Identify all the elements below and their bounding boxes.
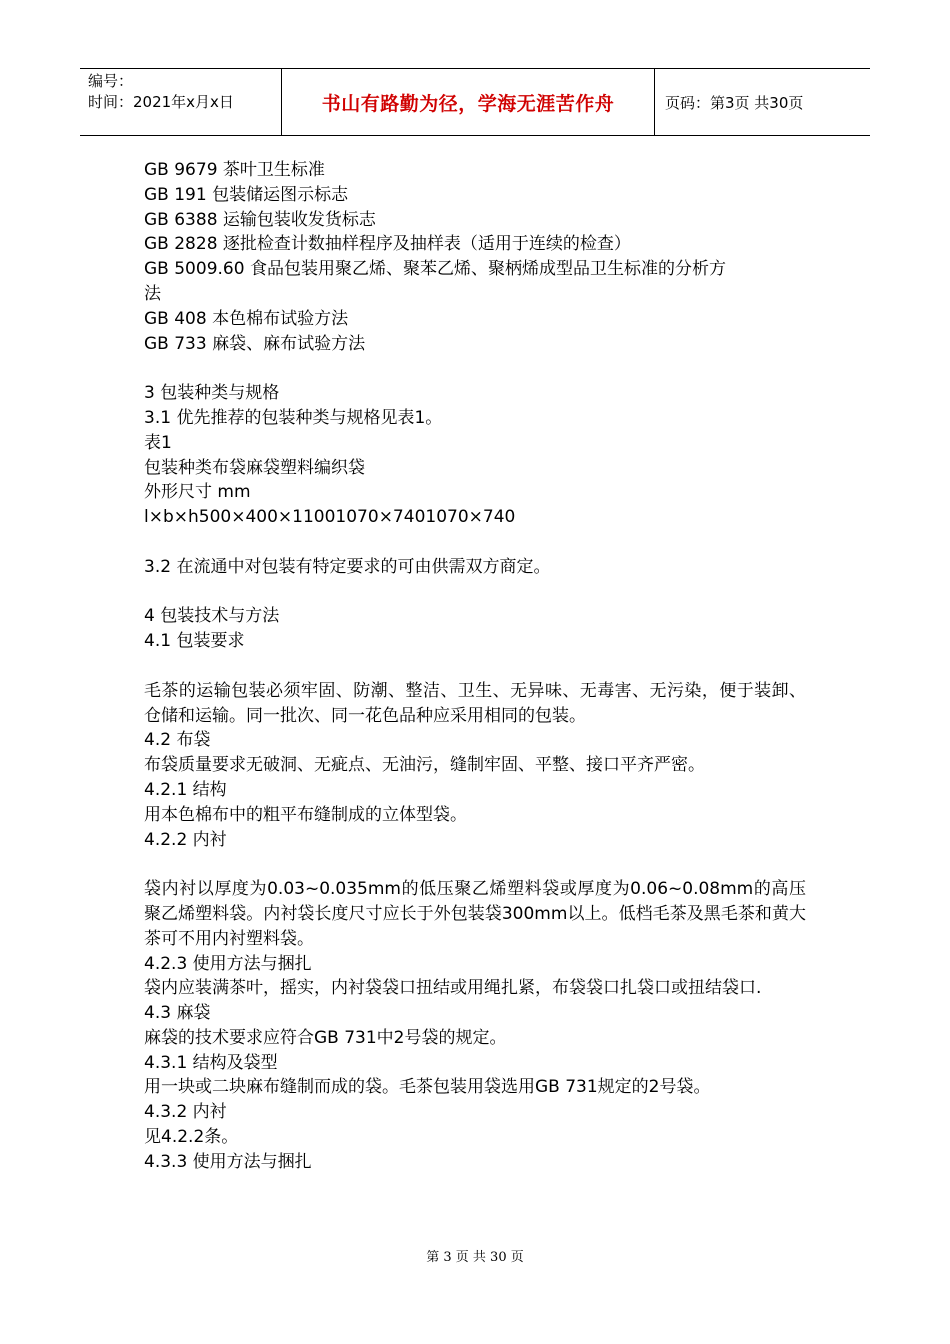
- text-line: 布袋质量要求无破洞、无疵点、无油污，缝制牢固、平整、接口平齐严密。: [144, 755, 705, 776]
- header-page-label: 页码：第3页 共30页: [665, 93, 804, 112]
- text-line: 3.2 在流通中对包装有特定要求的可由供需双方商定。: [144, 556, 551, 577]
- table-text: l×b×h500×400×11001070×7401070×740: [144, 507, 516, 528]
- text-line: GB 408 本色棉布试验方法: [144, 308, 349, 329]
- subsection-heading: 4.2.1 结构: [144, 779, 227, 800]
- subsection-heading: 4.3.1 结构及袋型: [144, 1052, 278, 1073]
- subsection-heading: 4.1 包装要求: [144, 631, 245, 652]
- header-motto-cell: [282, 69, 655, 135]
- text-line: GB 6388 运输包装收发货标志: [144, 209, 376, 230]
- subsection-heading: 4.3 麻袋: [144, 1003, 211, 1024]
- text-line: 3.1 优先推荐的包装种类与规格见表1。: [144, 407, 443, 428]
- footer-page-number: 第 3 页 共 30 页: [426, 1250, 524, 1265]
- text-line: 用一块或二块麻布缝制而成的袋。毛茶包装用袋选用GB 731规定的2号袋。: [144, 1077, 711, 1098]
- paragraph: 袋内衬以厚度为0.03~0.035mm的低压聚乙烯塑料袋或厚度为0.06~0.08mm的高压聚乙烯塑料袋。内衬袋长度尺寸应长于外包装袋300mm以上。低档毛茶及黑毛茶和黄大茶可不用内衬塑料袋。: [144, 879, 806, 949]
- blank-line: [144, 356, 806, 381]
- header-meta: [80, 69, 282, 135]
- subsection-heading: 4.2.2 内衬: [144, 829, 227, 850]
- text-line: 法: [144, 283, 161, 304]
- section-heading: 4 包装技术与方法: [144, 606, 280, 627]
- paragraph: 毛茶的运输包装必须牢固、防潮、整洁、卫生、无异味、无毒害、无污染，便于装卸、仓储和运输。同一批次、同一花色品种应采用相同的包装。: [144, 680, 806, 726]
- text-line: 用本色棉布中的粗平布缝制成的立体型袋。: [144, 804, 467, 825]
- blank-line: [144, 530, 806, 555]
- section-heading: 3 包装种类与规格: [144, 383, 280, 404]
- blank-line: [144, 580, 806, 605]
- page-footer: [0, 1246, 950, 1265]
- table-text: 包装种类布袋麻袋塑料编织袋: [144, 457, 365, 478]
- document-body: [144, 158, 806, 1175]
- header-motto: 书山有路勤为径，学海无涯苦作舟: [321, 92, 615, 115]
- page-header: [80, 68, 870, 136]
- text-line: GB 2828 逐批检查计数抽样程序及抽样表（适用于连续的检查）: [144, 234, 631, 255]
- paragraph: 袋内应装满茶叶，摇实，内衬袋袋口扭结或用绳扎紧，布袋袋口扎袋口或扭结袋口.: [144, 978, 762, 999]
- subsection-heading: 4.2 布袋: [144, 730, 211, 751]
- blank-line: [144, 852, 806, 877]
- blank-line: [144, 654, 806, 679]
- table-text: 外形尺寸 mm: [144, 482, 251, 503]
- subsection-heading: 4.3.2 内衬: [144, 1102, 227, 1123]
- number-label: 编号：: [88, 72, 134, 90]
- time-label: 时间：2021年x月x日: [88, 93, 234, 111]
- table-caption: 表1: [144, 432, 172, 453]
- text-line: GB 5009.60 食品包装用聚乙烯、聚苯乙烯、聚柄烯成型品卫生标准的分析方: [144, 259, 726, 280]
- text-line: GB 191 包装储运图示标志: [144, 184, 349, 205]
- subsection-heading: 4.3.3 使用方法与捆扎: [144, 1151, 312, 1172]
- text-line: 麻袋的技术要求应符合GB 731中2号袋的规定。: [144, 1027, 507, 1048]
- text-line: 见4.2.2条。: [144, 1127, 239, 1148]
- subsection-heading: 4.2.3 使用方法与捆扎: [144, 953, 312, 974]
- header-page-cell: [655, 69, 870, 135]
- text-line: GB 733 麻袋、麻布试验方法: [144, 333, 366, 354]
- text-line: GB 9679 茶叶卫生标准: [144, 160, 325, 180]
